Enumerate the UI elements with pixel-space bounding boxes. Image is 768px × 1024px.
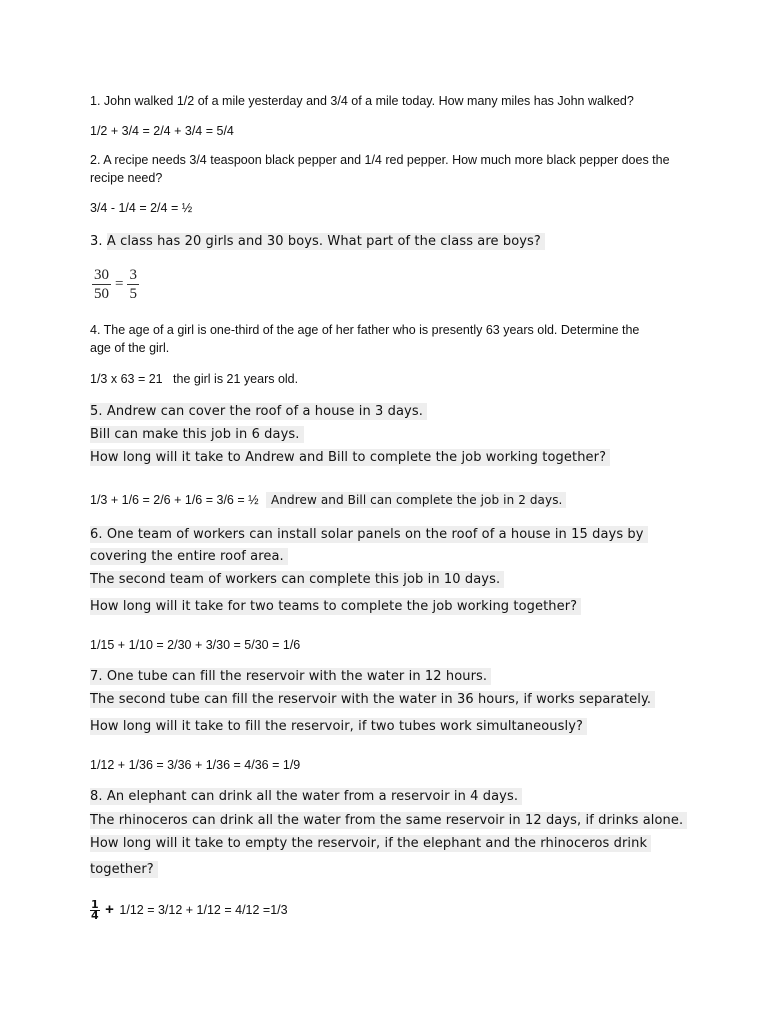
answer-3-operator: = [115, 276, 124, 292]
question-7-line-3-text: How long will it take to fill the reservoir, if two tubes work simultaneously? [90, 718, 587, 735]
answer-8-fraction-numerator: 1 [91, 898, 99, 911]
question-6-line-4 [90, 596, 581, 618]
answer-3-fraction [92, 266, 139, 303]
question-6-line-2 [90, 546, 288, 568]
answer-8-fraction-denominator: 4 [91, 909, 99, 922]
question-8-line-2 [90, 810, 687, 832]
question-5-line-2-text: Bill can make this job in 6 days. [90, 426, 304, 443]
answer-3-left-denominator: 50 [94, 286, 109, 302]
answer-8-plus: + [105, 900, 114, 918]
question-2-line-2: recipe need? [90, 171, 163, 185]
question-7-line-3 [90, 716, 587, 738]
question-6-line-1 [90, 524, 648, 546]
question-6-line-2-text: covering the entire roof area. [90, 548, 288, 565]
answer-2: 3/4 - 1/4 = 2/4 = ½ [90, 201, 193, 215]
question-7-line-2 [90, 689, 655, 711]
question-5-line-2 [90, 424, 304, 446]
question-8-line-1-text: 8. An elephant can drink all the water from a reservoir in 4 days. [90, 788, 522, 805]
question-7-line-1 [90, 666, 491, 688]
question-5-line-3-text: How long will it take to Andrew and Bill to complete the job working together? [90, 449, 610, 466]
answer-7: 1/12 + 1/36 = 3/36 + 1/36 = 4/36 = 1/9 [90, 758, 301, 772]
question-7-line-1-text: 7. One tube can fill the reservoir with the water in 12 hours. [90, 668, 491, 685]
question-3-number: 3. [90, 234, 103, 249]
question-6-line-1-text: 6. One team of workers can install solar panels on the roof of a house in 15 days by [90, 526, 648, 543]
answer-5-note: Andrew and Bill can complete the job in 2 days. [266, 492, 566, 508]
question-1: 1. John walked 1/2 of a mile yesterday and 3/4 of a mile today. How many miles has John walked? [90, 94, 634, 108]
answer-5 [90, 489, 566, 511]
answer-8 [90, 900, 288, 921]
question-6-line-4-text: How long will it take for two teams to complete the job working together? [90, 598, 581, 615]
question-5-line-1-text: 5. Andrew can cover the roof of a house in 3 days. [90, 403, 427, 420]
question-2-line-1: 2. A recipe needs 3/4 teaspoon black pepper and 1/4 red pepper. How much more black pepper does the [90, 153, 670, 167]
question-8-line-4-text: together? [90, 861, 158, 878]
question-3-text: A class has 20 girls and 30 boys. What part of the class are boys? [107, 233, 545, 250]
question-7-line-2-text: The second tube can fill the reservoir with the water in 36 hours, if works separately. [90, 691, 655, 708]
question-6-line-3 [90, 569, 504, 591]
question-4-line-2: age of the girl. [90, 341, 170, 355]
question-8-line-3-text: How long will it take to empty the reservoir, if the elephant and the rhinoceros drink [90, 835, 651, 852]
answer-3-right-denominator: 5 [129, 286, 137, 302]
answer-3-left-numerator: 30 [94, 267, 109, 283]
answer-6: 1/15 + 1/10 = 2/30 + 3/30 = 5/30 = 1/6 [90, 638, 301, 652]
answer-5-equation: 1/3 + 1/6 = 2/6 + 1/6 = 3/6 = ½ [90, 493, 259, 507]
question-5-line-1 [90, 401, 427, 423]
question-4-line-1: 4. The age of a girl is one-third of the age of her father who is presently 63 years old. Determine the [90, 323, 640, 337]
question-3 [90, 231, 545, 253]
question-8-line-4 [90, 859, 158, 881]
question-8-line-1 [90, 786, 522, 808]
question-6-line-3-text: The second team of workers can complete this job in 10 days. [90, 571, 504, 588]
answer-8-rest: 1/12 = 3/12 + 1/12 = 4/12 =1/3 [119, 902, 288, 917]
question-8-line-2-text: The rhinoceros can drink all the water from the same reservoir in 12 days, if drinks alone. [90, 812, 687, 829]
question-5-line-3 [90, 447, 610, 469]
answer-8-fraction [90, 900, 100, 921]
answer-3-right-numerator: 3 [129, 267, 137, 283]
answer-1: 1/2 + 3/4 = 2/4 + 3/4 = 5/4 [90, 124, 234, 138]
answer-4: 1/3 x 63 = 21 the girl is 21 years old. [90, 372, 299, 386]
question-8-line-3 [90, 833, 651, 855]
